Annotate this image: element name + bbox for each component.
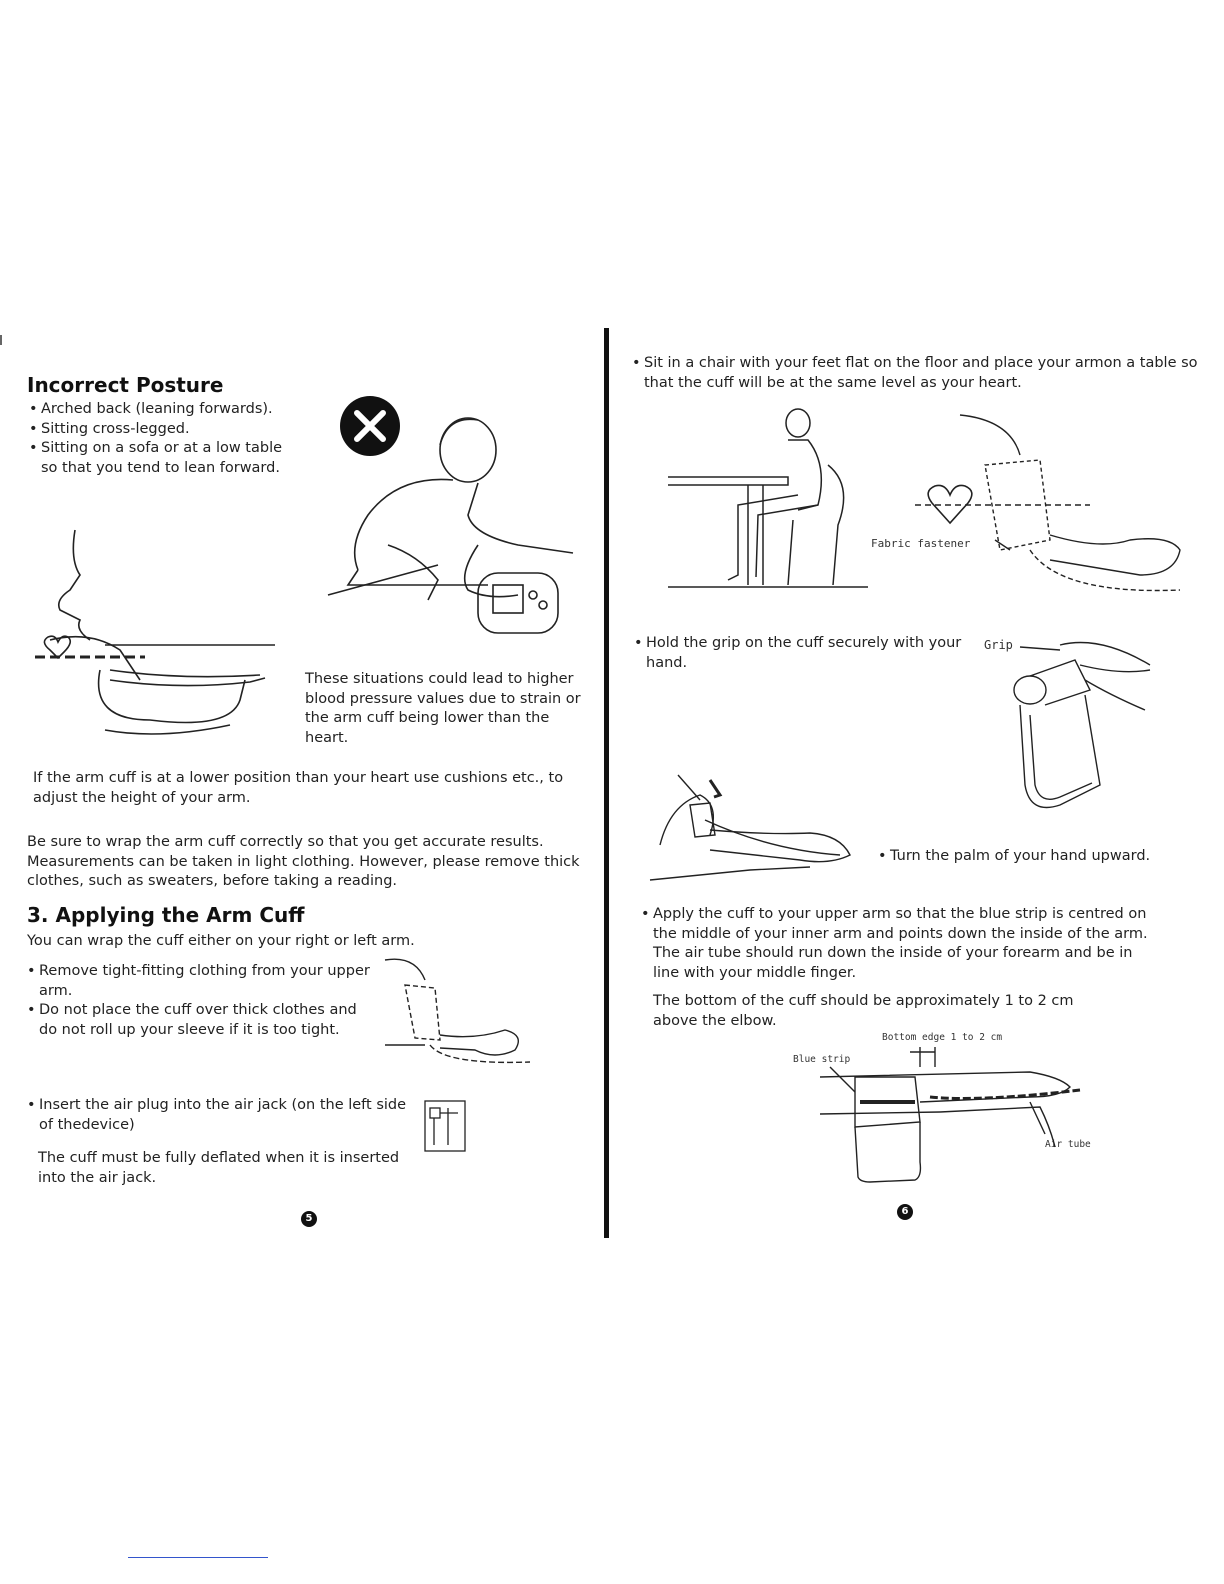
posture-bullet: • Sitting cross-legged. bbox=[29, 420, 299, 440]
apply-text: Apply the cuff to your upper arm so that the blue strip is centred on the middle of your inner arm and points down the inside of the arm. The air tube should run down the inside of your forearm and be in line with your middle finger. bbox=[653, 906, 1148, 981]
bottom-note: The bottom of the cuff should be approximately 1 to 2 cm above the elbow. bbox=[653, 993, 1074, 1029]
grip-label: Grip bbox=[984, 638, 1013, 652]
air-plug-bullet bbox=[27, 1096, 419, 1135]
air-tube-label: Air tube bbox=[1045, 1139, 1091, 1150]
fabric-fastener-label: Fabric fastener bbox=[871, 537, 971, 550]
cuff-bullet: • Remove tight-fitting clothing from your upper arm. bbox=[27, 962, 377, 1001]
fabric-fastener-illustration bbox=[900, 410, 1200, 600]
blue-strip-label: Blue strip bbox=[793, 1054, 851, 1065]
bullet-dot: • bbox=[632, 355, 641, 371]
cushion-note: If the arm cuff is at a lower position than your heart use cushions etc., to adjust the height of your arm. bbox=[33, 770, 564, 806]
bullet-dot: • bbox=[878, 848, 887, 864]
incorrect-posture-list bbox=[29, 400, 299, 478]
applying-cuff-intro: You can wrap the cuff either on your right or left arm. bbox=[27, 933, 415, 949]
low-arm-illustration bbox=[30, 530, 280, 745]
posture-bullet: • Arched back (leaning forwards). bbox=[29, 400, 299, 420]
cuff-bullet: • Do not place the cuff over thick clothes and do not roll up your sleeve if it is too tight. bbox=[27, 1001, 377, 1040]
page-number-badge: 6 bbox=[897, 1204, 913, 1220]
footer-link-line bbox=[128, 1557, 268, 1558]
air-jack-illustration bbox=[424, 1100, 466, 1152]
leaning-forward-illustration bbox=[328, 405, 578, 645]
bullet-dot: • bbox=[27, 1097, 36, 1113]
lower-bp-note: These situations could lead to higher blood pressure values due to strain or the arm cuff being lower than the heart. bbox=[305, 671, 581, 746]
applying-cuff-title: 3. Applying the Arm Cuff bbox=[27, 903, 305, 927]
seated-posture-illustration bbox=[668, 405, 868, 590]
left-edge-mark bbox=[0, 335, 2, 345]
palm-up-illustration bbox=[650, 775, 855, 885]
applying-cuff-list bbox=[27, 962, 377, 1040]
apply-bullet bbox=[641, 905, 1148, 983]
cuff-grip-illustration bbox=[1000, 635, 1155, 820]
bottom-edge-label: Bottom edge 1 to 2 cm bbox=[882, 1032, 1003, 1043]
page-number-badge: 5 bbox=[301, 1211, 317, 1227]
bullet-dot: • bbox=[634, 635, 643, 651]
sit-bullet bbox=[632, 354, 1204, 393]
page-divider bbox=[604, 328, 609, 1238]
palm-text: Turn the palm of your hand upward. bbox=[890, 848, 1151, 864]
bullet-dot: • bbox=[641, 906, 650, 922]
air-plug-text: Insert the air plug into the air jack (on the left side of thedevice) bbox=[39, 1097, 407, 1133]
deflate-note: The cuff must be fully deflated when it is inserted into the air jack. bbox=[38, 1150, 400, 1186]
grip-text: Hold the grip on the cuff securely with your hand. bbox=[646, 635, 962, 671]
cuff-placement-diagram bbox=[820, 1042, 1090, 1187]
palm-bullet bbox=[878, 847, 1190, 867]
wrap-note: Be sure to wrap the arm cuff correctly so that you get accurate results. Measurements can be taken in light clothing. However, please remove thick clothes, such as sweaters, before taking a reading. bbox=[27, 834, 580, 889]
posture-bullet: • Sitting on a sofa or at a low table so that you tend to lean forward. bbox=[29, 439, 299, 478]
small-cuff-illustration bbox=[385, 950, 535, 1070]
grip-bullet bbox=[634, 634, 986, 673]
sit-text: Sit in a chair with your feet flat on the floor and place your armon a table so that the cuff will be at the same level as your heart. bbox=[644, 355, 1198, 391]
incorrect-posture-title: Incorrect Posture bbox=[27, 373, 224, 397]
